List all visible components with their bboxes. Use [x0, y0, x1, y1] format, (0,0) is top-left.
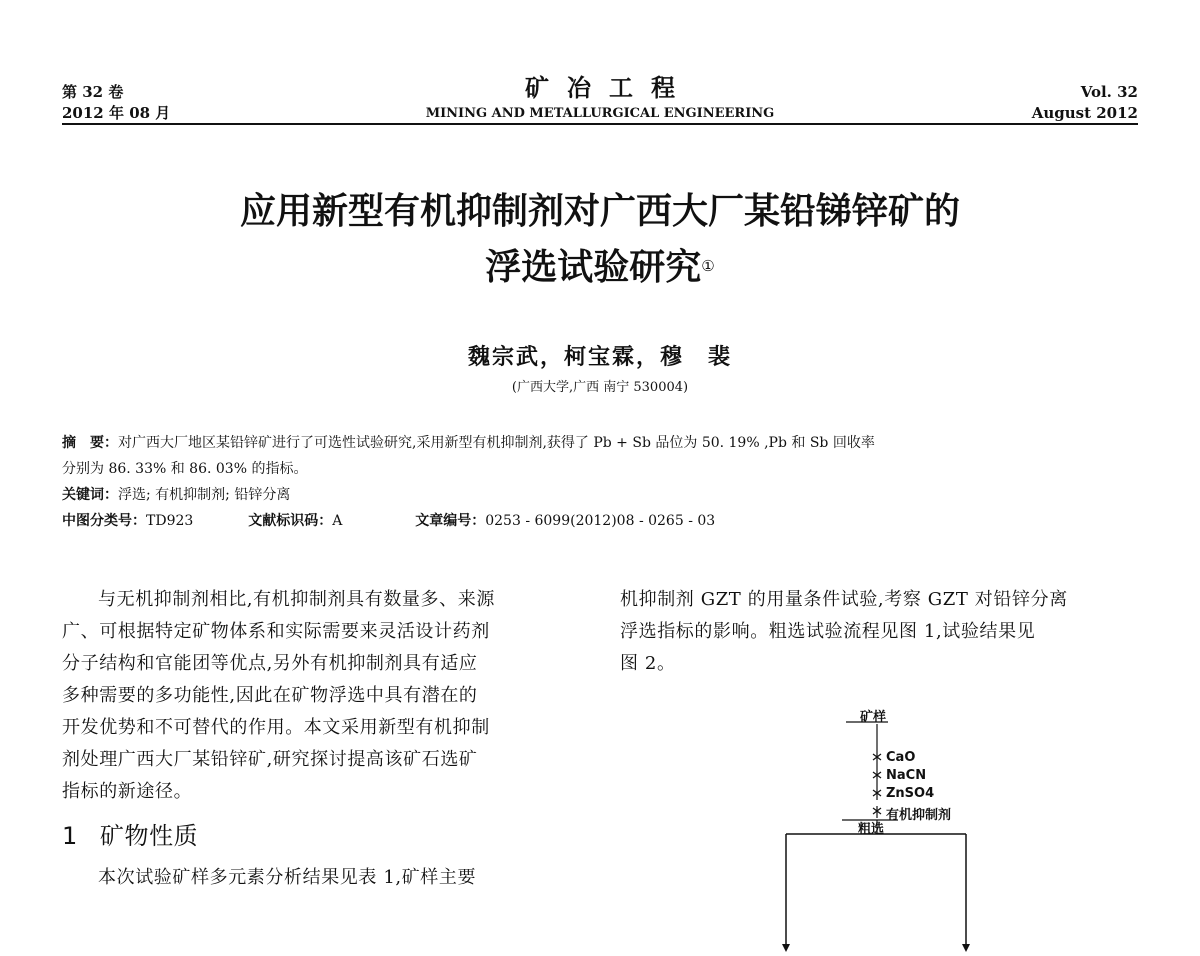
intro-line-3: 分子结构和官能团等优点,另外有机抑制剂具有适应 — [62, 653, 478, 674]
intro-line-7: 指标的新途径。 — [62, 781, 193, 802]
section-1-text: 本次试验矿样多元素分析结果见表 1,矿样主要 — [98, 867, 477, 888]
abstract-text-1: 对广西大厂地区某铅锌矿进行了可选性试验研究,采用新型有机抑制剂,获得了 Pb + Sb 品位为 50. 19% ,Pb 和 Sb 回收率 — [118, 435, 875, 451]
right-column — [620, 584, 1140, 680]
right-line-2: 浮选指标的影响。粗选试验流程见图 1,试验结果见 — [620, 621, 1036, 642]
paper-title-text: 浮选试验研究 — [485, 247, 702, 288]
keywords-label: 关键词： — [62, 487, 118, 503]
intro-line-1: 与无机抑制剂相比,有机抑制剂具有数量多、来源 — [98, 589, 495, 610]
header-right — [1032, 82, 1138, 124]
article-no-label: 文章编号： — [415, 513, 486, 529]
flow-rougher-label: 粗选 — [858, 822, 885, 837]
abstract — [62, 430, 1138, 534]
intro-line-4: 多种需要的多功能性,因此在矿物浮选中具有潜在的 — [62, 685, 478, 706]
doc-code-value: A — [332, 513, 343, 529]
keywords-text: 浮选; 有机抑制剂; 铅锌分离 — [118, 487, 291, 503]
section-1-heading — [62, 820, 580, 852]
section-title: 矿物性质 — [99, 822, 199, 850]
classification-row — [62, 508, 1138, 534]
volume-cn: 第 32 卷 — [62, 83, 124, 101]
left-column — [62, 584, 580, 894]
date-en: August 2012 — [1031, 104, 1138, 122]
doc-code-label: 文献标识码： — [248, 513, 333, 529]
affiliation: (广西大学,广西 南宁 530004) — [511, 380, 689, 395]
header-rule — [62, 123, 1138, 125]
flow-sample-label: 矿样 — [860, 710, 887, 725]
clc-label: 中图分类号： — [62, 513, 146, 529]
header-center — [0, 74, 1200, 124]
flow-reagent-organic: 有机抑制剂 — [886, 808, 952, 823]
date-cn: 2012 年 08 月 — [62, 104, 171, 122]
volume-en: Vol. 32 — [1080, 83, 1138, 101]
intro-line-6: 剂处理广西大厂某铅锌矿,研究探讨提高该矿石选矿 — [62, 749, 478, 770]
section-number: 1 — [62, 822, 78, 850]
authors: 魏宗武，柯宝霖，穆 裴 — [467, 344, 732, 370]
journal-title-en: MINING AND METALLURGICAL ENGINEERING — [425, 106, 775, 121]
paper-title-line1: 应用新型有机抑制剂对广西大厂某铅锑锌矿的 — [239, 191, 960, 232]
paper-title-line2 — [0, 244, 1200, 292]
journal-title-cn: 矿冶工程 — [525, 73, 693, 102]
abstract-text-2: 分别为 86. 33% 和 86. 03% 的指标。 — [62, 461, 308, 477]
clc-value: TD923 — [146, 513, 194, 529]
footnote-mark: ① — [701, 257, 715, 275]
article-no-value: 0253 - 6099(2012)08 - 0265 - 03 — [485, 513, 716, 529]
flow-reagent-nacn: NaCN — [886, 768, 927, 783]
flow-reagent-znso4: ZnSO4 — [886, 786, 935, 801]
abstract-label: 摘 要： — [62, 435, 118, 451]
flowchart-figure — [760, 706, 990, 952]
right-line-3: 图 2。 — [620, 653, 676, 674]
flow-reagent-cao: CaO — [886, 750, 916, 765]
intro-line-5: 开发优势和不可替代的作用。本文采用新型有机抑制 — [62, 717, 490, 738]
right-line-1: 机抑制剂 GZT 的用量条件试验,考察 GZT 对铅锌分离 — [620, 589, 1068, 610]
intro-line-2: 广、可根据特定矿物体系和实际需要来灵活设计药剂 — [62, 621, 490, 642]
